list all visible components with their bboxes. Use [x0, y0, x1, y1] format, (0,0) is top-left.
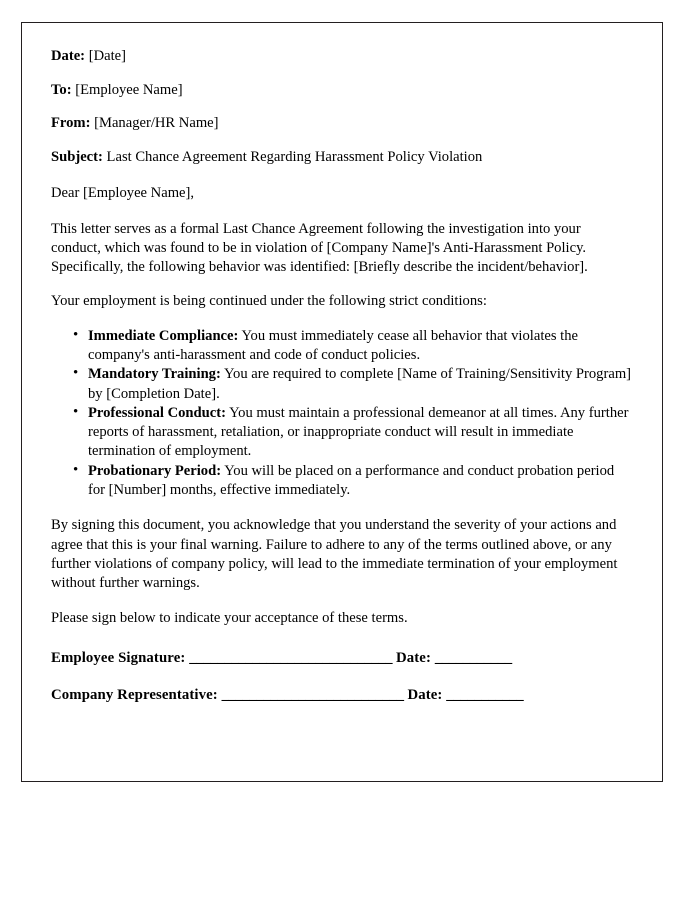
document-content — [51, 47, 633, 722]
condition-text: You must maintain a professional demeanor at all times. Any further reports of harassment, retaliation, or inappropriate conduct will result in immediate termination of employment. — [88, 404, 629, 460]
condition-text: You are required to complete [Name of Training/Sensitivity Program] by [Completion Date]. — [88, 366, 632, 402]
signature-block — [51, 648, 633, 705]
company-date-line[interactable]: ___________ — [446, 686, 524, 703]
meta-field-from — [51, 114, 633, 133]
company-representative-line[interactable]: __________________________ — [221, 686, 404, 703]
intro-paragraph: This letter serves as a formal Last Chance Agreement following the investigation into your conduct, which was found to be in violation of [Company Name]'s Anti-Harassment Policy. Specifically, the following behavior was identified: [Briefly describe the incident/behavior]. — [51, 220, 588, 276]
meta-value-subject: Last Chance Agreement Regarding Harassment Policy Violation — [106, 148, 483, 165]
condition-term: Probationary Period: — [88, 462, 222, 479]
meta-value-to: [Employee Name] — [75, 81, 183, 98]
employee-signature-line[interactable]: _____________________________ — [189, 649, 393, 666]
company-representative-label: Company Representative: — [51, 686, 218, 703]
conditions-lead-in: Your employment is being continued under the following strict conditions: — [51, 293, 487, 310]
condition-term: Immediate Compliance: — [88, 327, 239, 344]
list-item — [51, 462, 633, 501]
meta-label-from: From: — [51, 115, 91, 131]
meta-label-subject: Subject: — [51, 148, 103, 165]
conditions-list — [51, 327, 633, 501]
list-item — [51, 365, 633, 404]
meta-field-date — [51, 47, 633, 66]
condition-term: Professional Conduct: — [88, 404, 226, 421]
salutation: Dear [Employee Name], — [51, 184, 195, 201]
condition-text: You must immediately cease all behavior that violates the company's anti-harassment and code of conduct policies. — [88, 327, 579, 363]
meta-field-to — [51, 81, 633, 100]
acknowledgement-paragraph: By signing this document, you acknowledge that you understand the severity of your actions and agree that this is your final warning. Failure to adhere to any of the terms outlined above, or any further violations of company policy, will lead to the immediate termination of your employment without further warnings. — [51, 517, 618, 592]
signature-row-company — [51, 685, 633, 705]
meta-label-date: Date: — [51, 48, 86, 64]
list-item — [51, 327, 633, 366]
condition-text: You will be placed on a performance and conduct probation period for [Number] months, effective immediately. — [88, 462, 615, 499]
meta-value-date: [Date] — [88, 48, 126, 64]
document-frame — [21, 22, 663, 782]
list-item — [51, 404, 633, 462]
employee-signature-label: Employee Signature: — [51, 649, 186, 666]
meta-field-subject — [51, 148, 633, 167]
condition-term: Mandatory Training: — [88, 366, 221, 383]
employee-date-line[interactable]: ___________ — [434, 649, 512, 666]
meta-label-to: To: — [51, 81, 72, 98]
signature-row-employee — [51, 648, 633, 668]
meta-value-from: [Manager/HR Name] — [94, 115, 219, 131]
closing-instruction: Please sign below to indicate your acceptance of these terms. — [51, 609, 408, 626]
employee-date-label: Date: — [395, 649, 431, 666]
company-date-label: Date: — [407, 686, 443, 703]
